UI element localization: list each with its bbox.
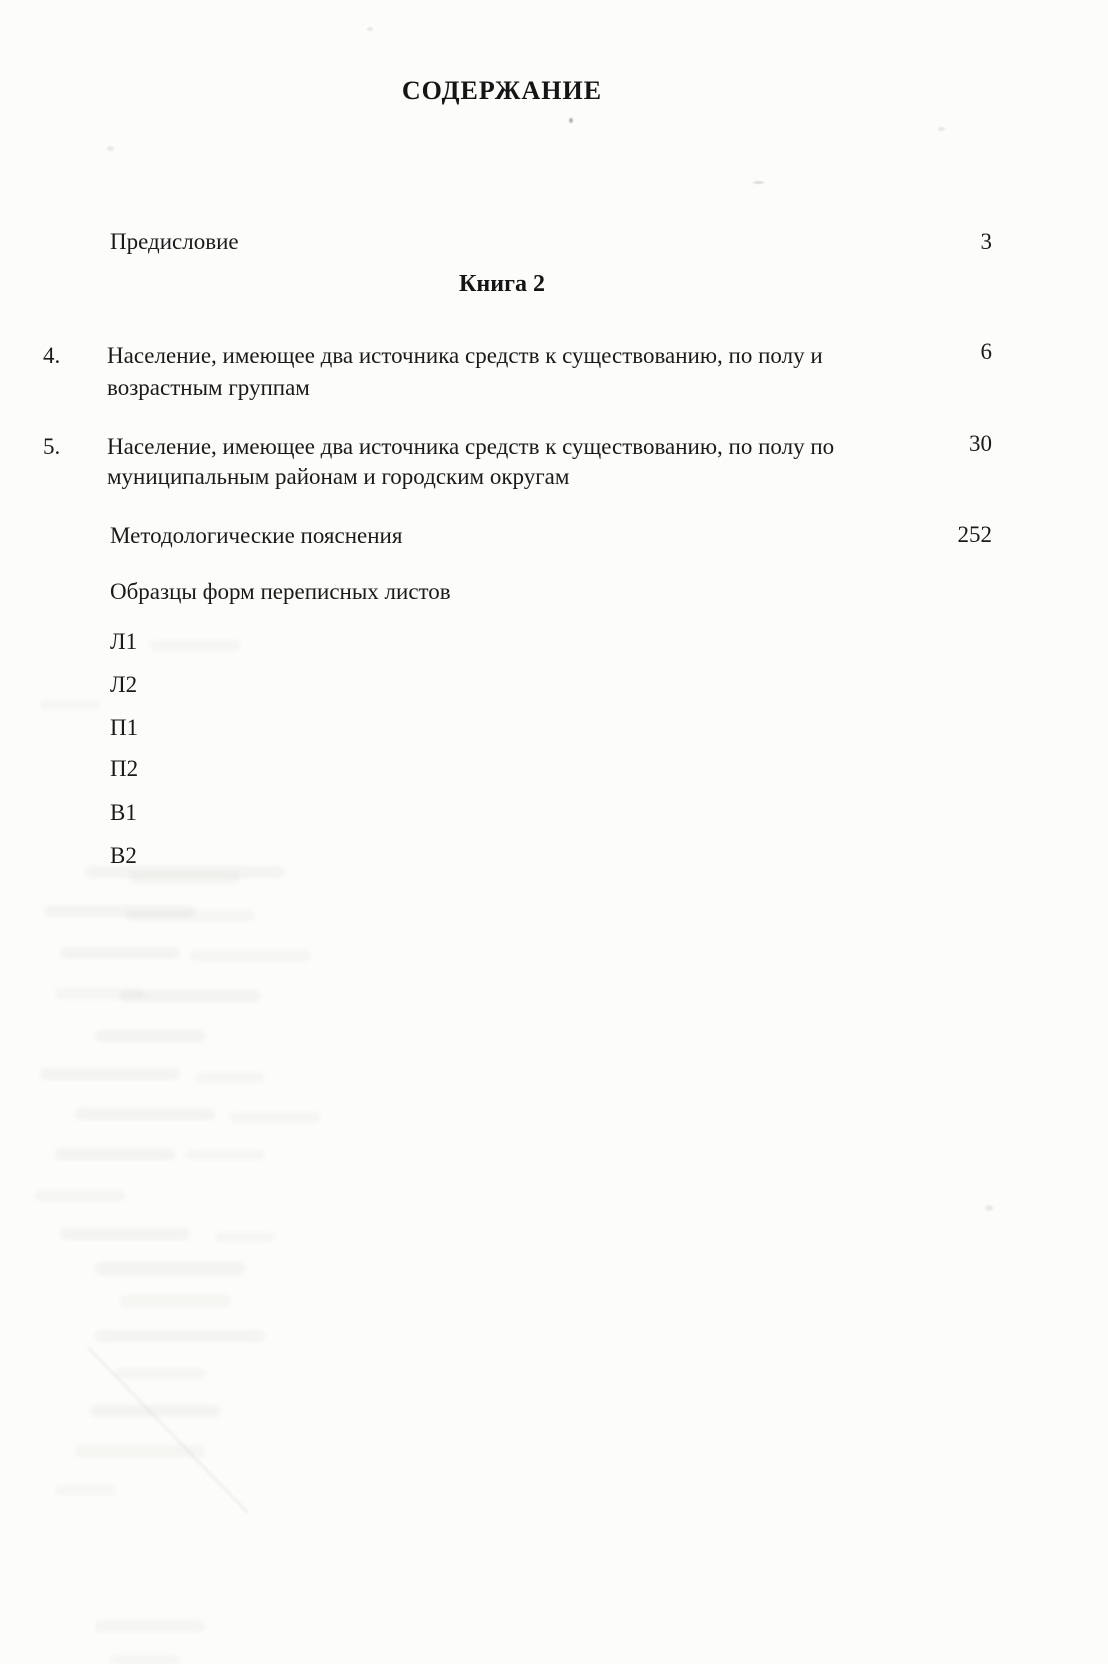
bleedthrough-smudge [75,1445,205,1457]
entry-5-text-line-1: Население, имеющее два источника средств к существованию, по полу по [107,434,835,459]
form-code-v1: В1 [110,800,137,825]
bleedthrough-smudge [55,1485,115,1495]
bleedthrough-smudge [150,640,240,651]
entry-4-number: 4. [43,343,61,368]
bleedthrough-smudge [60,947,180,959]
bleedthrough-smudge [230,1112,320,1123]
bleedthrough-smudge [45,905,195,917]
entry-4-text-line-2: возрастным группам [107,375,310,400]
bleedthrough-smudge [130,872,240,884]
bleedthrough-smudge [95,1330,265,1342]
ink-speck [938,127,945,131]
bleedthrough-smudge [120,990,260,1002]
ink-speck [569,118,573,123]
bleedthrough-smudge [125,910,255,921]
section-methodology-label: Методологические пояснения [110,523,403,548]
bleedthrough-smudge [95,1262,245,1275]
bleedthrough-smudge [95,1620,205,1632]
form-code-p2: П2 [110,756,139,781]
entry-5-number: 5. [43,434,61,459]
preface-page-number: 3 [980,229,992,254]
bleedthrough-smudge [55,1148,175,1160]
bleedthrough-smudge [55,988,145,999]
bleedthrough-smudge [40,1068,180,1080]
ink-speck [753,181,764,184]
bleedthrough-smudge [115,1368,205,1379]
section-form-samples-label: Образцы форм переписных листов [110,579,451,604]
bleedthrough-smudge [110,1655,180,1664]
entry-4-page-number: 6 [980,339,992,364]
bleedthrough-smudge [35,1190,125,1201]
book-heading: Книга 2 [459,271,545,297]
entry-5-page-number: 30 [969,431,992,456]
ink-speck [107,146,114,151]
form-code-l2: Л2 [110,672,138,697]
page-title: СОДЕРЖАНИЕ [401,76,603,105]
form-code-l1: Л1 [110,629,138,654]
form-code-p1: П1 [110,715,139,740]
bleedthrough-smudge [95,1030,205,1042]
crease-line [88,1347,249,1514]
ink-speck [985,1205,993,1211]
bleedthrough-smudge [215,1232,275,1242]
bleedthrough-smudge [90,1405,220,1417]
ink-speck [367,27,373,31]
bleedthrough-smudge [120,1295,230,1307]
entry-5-text-line-2: муниципальным районам и городским округам [107,464,570,489]
bleedthrough-smudge [40,700,100,710]
section-methodology-page-number: 252 [957,522,992,547]
bleedthrough-smudge [60,1228,190,1240]
preface-label: Предисловие [110,229,239,254]
entry-4-text-line-1: Население, имеющее два источника средств к существованию, по полу и [107,343,823,368]
bleedthrough-smudge [75,1108,215,1120]
form-code-v2: В2 [110,843,137,868]
bleedthrough-smudge [185,1150,265,1160]
bleedthrough-smudge [195,1072,265,1083]
bleedthrough-smudge [190,950,310,961]
